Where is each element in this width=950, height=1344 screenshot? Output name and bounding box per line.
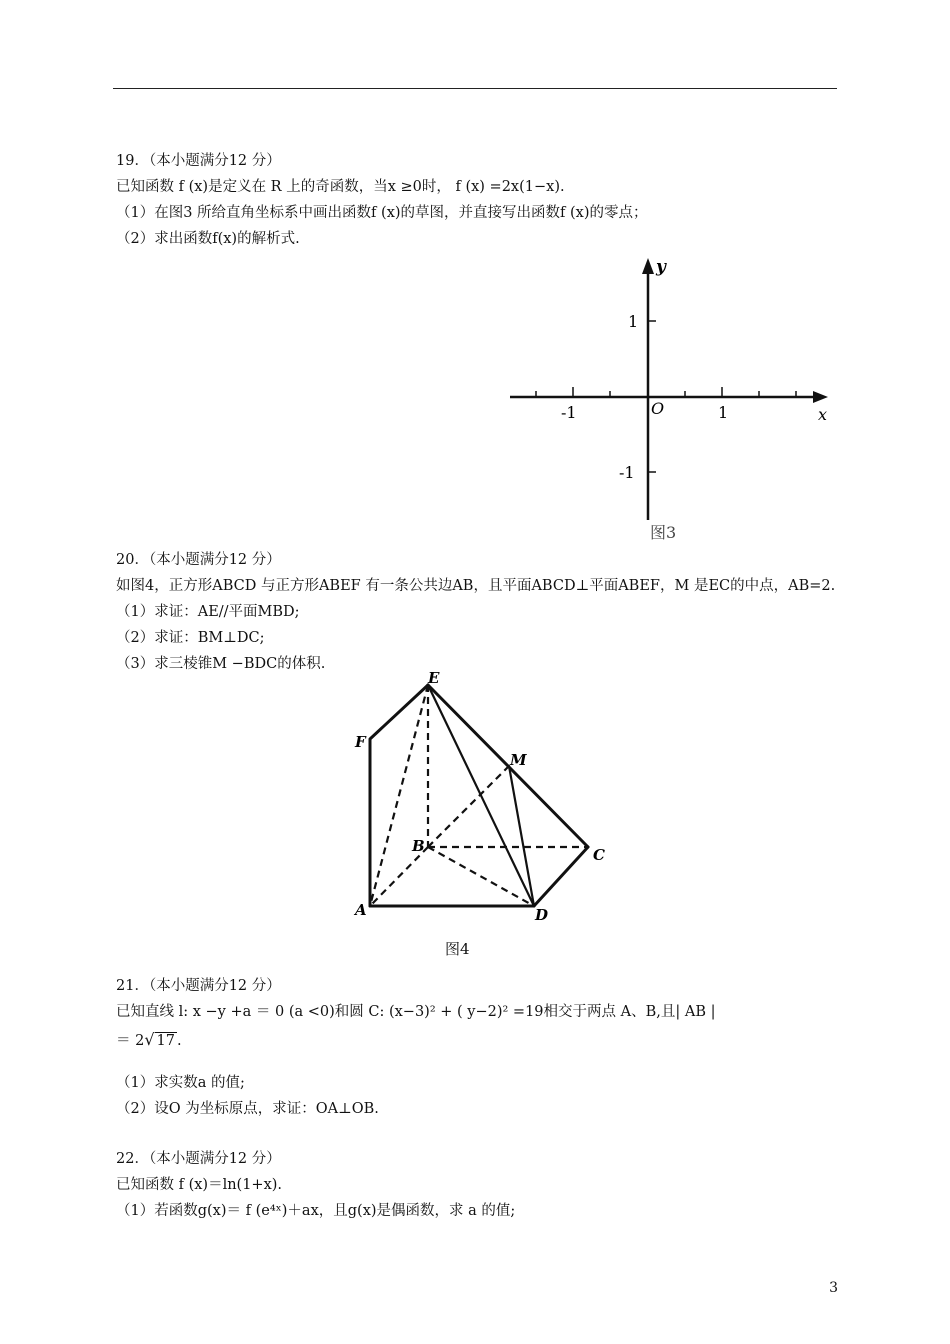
sqrt-radicand: 17 <box>156 1033 175 1049</box>
q19-part1: （1）在图3 所给直角坐标系中画出函数f (x)的草图，并直接写出函数f (x)的零点； <box>116 205 648 221</box>
tick-x-pos1: 1 <box>718 403 729 422</box>
tick-y-neg1: -1 <box>619 463 635 482</box>
header-rule <box>113 88 837 89</box>
edge-C-D <box>534 847 588 906</box>
vertex-F-label: F <box>355 733 366 751</box>
x-axis-arrow <box>813 391 828 403</box>
edge-B-D-dashed <box>428 847 534 906</box>
q20-part3: （3）求三棱锥M −BDC的体积. <box>116 656 326 672</box>
q21-part1: （1）求实数a 的值; <box>116 1075 245 1091</box>
figure-4-caption: 图4 <box>445 940 470 958</box>
q20-part1: （1）求证：AE//平面MBD; <box>116 604 300 620</box>
origin-label: O <box>651 399 665 418</box>
x-axis-label: x <box>818 405 828 424</box>
q21-stem-continued <box>116 1030 182 1051</box>
q21-stem: 已知直线 l: x −y +a ＝ 0 (a <0)和圆 C: (x−3)² + ( y−2)² =19相交于两点 A、B,且| AB | <box>116 1004 716 1020</box>
vertex-C-label: C <box>593 846 605 864</box>
q22-part1: （1）若函数g(x)＝ f (e⁴ˣ)＋ax，且g(x)是偶函数，求 a 的值; <box>116 1203 516 1219</box>
vertex-A-label: A <box>355 901 367 919</box>
y-axis-label: y <box>656 257 666 277</box>
vertex-M-label: M <box>510 751 527 769</box>
q20-stem: 如图4，正方形ABCD 与正方形ABEF 有一条公共边AB，且平面ABCD⊥平面ABEF，M 是EC的中点，AB=2. <box>116 578 836 594</box>
q21-eq-suffix: . <box>177 1033 182 1049</box>
vertex-B-label: B <box>412 837 425 855</box>
q19-stem: 已知函数 f (x)是定义在 R 上的奇函数，当x ≥0时， f (x) =2x(1−x). <box>116 179 565 195</box>
page-number: 3 <box>829 1280 838 1296</box>
edge-B-M-dashed <box>428 766 509 847</box>
vertex-D-label: D <box>535 906 549 924</box>
coordinate-axes-figure <box>500 250 840 550</box>
solid-geometry-figure <box>340 665 630 930</box>
q22-header: 22．（本小题满分12 分） <box>116 1151 281 1167</box>
tick-x-neg1: -1 <box>561 403 577 422</box>
vertex-E-label: E <box>428 669 440 687</box>
sqrt-expression: √ 17 <box>144 1030 175 1049</box>
q21-eq-prefix: ＝ 2 <box>116 1033 145 1049</box>
figure-3-caption: 图3 <box>650 523 677 542</box>
q21-header: 21．（本小题满分12 分） <box>116 978 281 994</box>
y-axis-arrow <box>642 258 654 274</box>
q22-stem: 已知函数 f (x)＝ln(1+x). <box>116 1177 283 1193</box>
q21-part2: （2）设O 为坐标原点，求证：OA⊥OB. <box>116 1101 379 1117</box>
q20-header: 20．（本小题满分12 分） <box>116 552 281 568</box>
q19-part2: （2）求出函数f(x)的解析式. <box>116 231 300 247</box>
q19-header: 19．（本小题满分12 分） <box>116 153 281 169</box>
tick-y-pos1: 1 <box>628 312 639 331</box>
edge-E-A-dashed <box>370 685 428 906</box>
q20-part2: （2）求证：BM⊥DC; <box>116 630 265 646</box>
